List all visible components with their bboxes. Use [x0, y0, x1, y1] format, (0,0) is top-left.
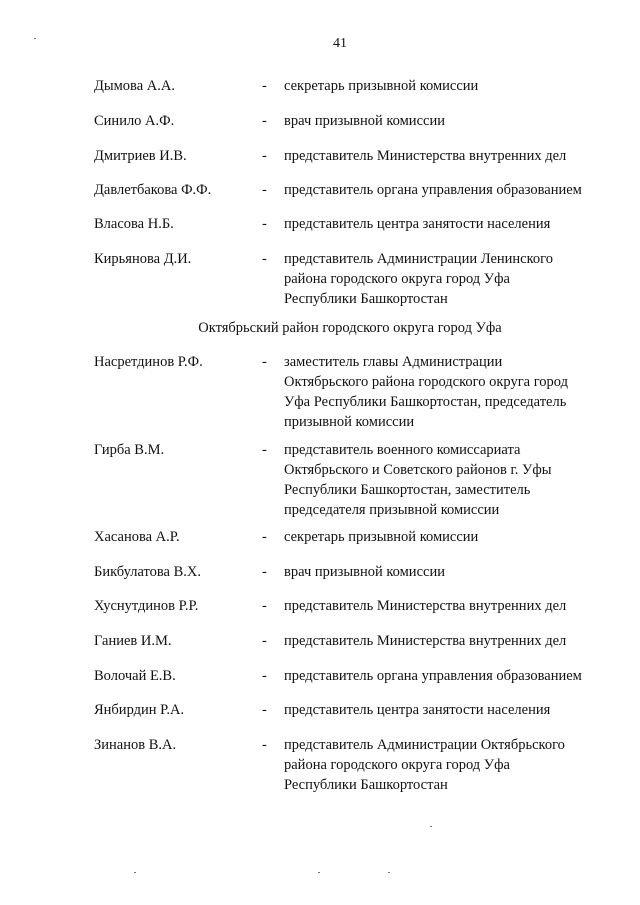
scan-speck [388, 872, 390, 873]
member-role: врач призывной комиссии [284, 113, 445, 129]
member-row [0, 180, 616, 200]
dash-separator: - [262, 564, 267, 580]
member-role: представитель Министерства внутренних дел [284, 148, 567, 164]
member-row [0, 700, 616, 720]
member-role: представитель военного комиссариата Октябрьского и Советского районов г. Уфы Республики Башкортостан, заместитель председателя призывной комиссии [284, 442, 552, 518]
district-heading: Октябрьский район городского округа город Уфа [198, 320, 502, 336]
dash-separator: - [262, 216, 267, 232]
member-row [0, 76, 616, 96]
member-role: представитель центра занятости населения [284, 702, 551, 718]
member-role: секретарь призывной комиссии [284, 529, 479, 545]
scan-speck [34, 38, 36, 39]
member-name: Дмитриев И.В. [94, 148, 187, 164]
member-row [0, 596, 616, 616]
scan-speck [430, 826, 432, 827]
dash-separator: - [262, 737, 267, 753]
dash-separator: - [262, 529, 267, 545]
member-name: Бикбулатова В.Х. [94, 564, 202, 580]
member-role: представитель органа управления образованием [284, 668, 582, 684]
member-name: Дымова А.А. [94, 78, 175, 94]
dash-separator: - [262, 668, 267, 684]
member-row [0, 352, 616, 432]
member-row [0, 249, 616, 309]
member-row [0, 214, 616, 234]
dash-separator: - [262, 251, 267, 267]
member-name: Хуснутдинов Р.Р. [94, 598, 199, 614]
member-name: Гирба В.М. [94, 442, 165, 458]
member-role: представитель органа управления образованием [284, 182, 582, 198]
member-role: врач призывной комиссии [284, 564, 445, 580]
page-number: 41 [333, 36, 347, 51]
member-role: секретарь призывной комиссии [284, 78, 479, 94]
member-row [0, 735, 616, 795]
member-name: Зинанов В.А. [94, 737, 177, 753]
member-name: Власова Н.Б. [94, 216, 174, 232]
member-row [0, 562, 616, 582]
member-role: представитель Министерства внутренних дел [284, 598, 567, 614]
member-name: Волочай Е.В. [94, 668, 176, 684]
member-row [0, 146, 616, 166]
member-row [0, 111, 616, 131]
member-name: Давлетбакова Ф.Ф. [94, 182, 212, 198]
member-name: Ганиев И.М. [94, 633, 172, 649]
member-name: Насретдинов Р.Ф. [94, 354, 203, 370]
dash-separator: - [262, 113, 267, 129]
dash-separator: - [262, 598, 267, 614]
scan-speck [318, 872, 320, 873]
member-name: Янбирдин Р.А. [94, 702, 185, 718]
member-name: Синило А.Ф. [94, 113, 175, 129]
dash-separator: - [262, 702, 267, 718]
member-role: представитель центра занятости населения [284, 216, 551, 232]
dash-separator: - [262, 182, 267, 198]
dash-separator: - [262, 148, 267, 164]
member-row [0, 631, 616, 651]
dash-separator: - [262, 354, 267, 370]
member-row [0, 527, 616, 547]
member-role: представитель Администрации Октябрьского района городского округа город Уфа Республики Башкортостан [284, 737, 565, 793]
member-name: Хасанова А.Р. [94, 529, 180, 545]
dash-separator: - [262, 633, 267, 649]
member-role: представитель Министерства внутренних дел [284, 633, 567, 649]
member-role: представитель Администрации Ленинского района городского округа город Уфа Республики Башкортостан [284, 251, 553, 307]
scan-speck [134, 872, 136, 873]
member-name: Кирьянова Д.И. [94, 251, 192, 267]
member-row [0, 666, 616, 686]
member-role: заместитель главы Администрации Октябрьского района городского округа город Уфа Республики Башкортостан, председатель призывной комиссии [284, 354, 569, 430]
member-row [0, 440, 616, 520]
dash-separator: - [262, 442, 267, 458]
dash-separator: - [262, 78, 267, 94]
